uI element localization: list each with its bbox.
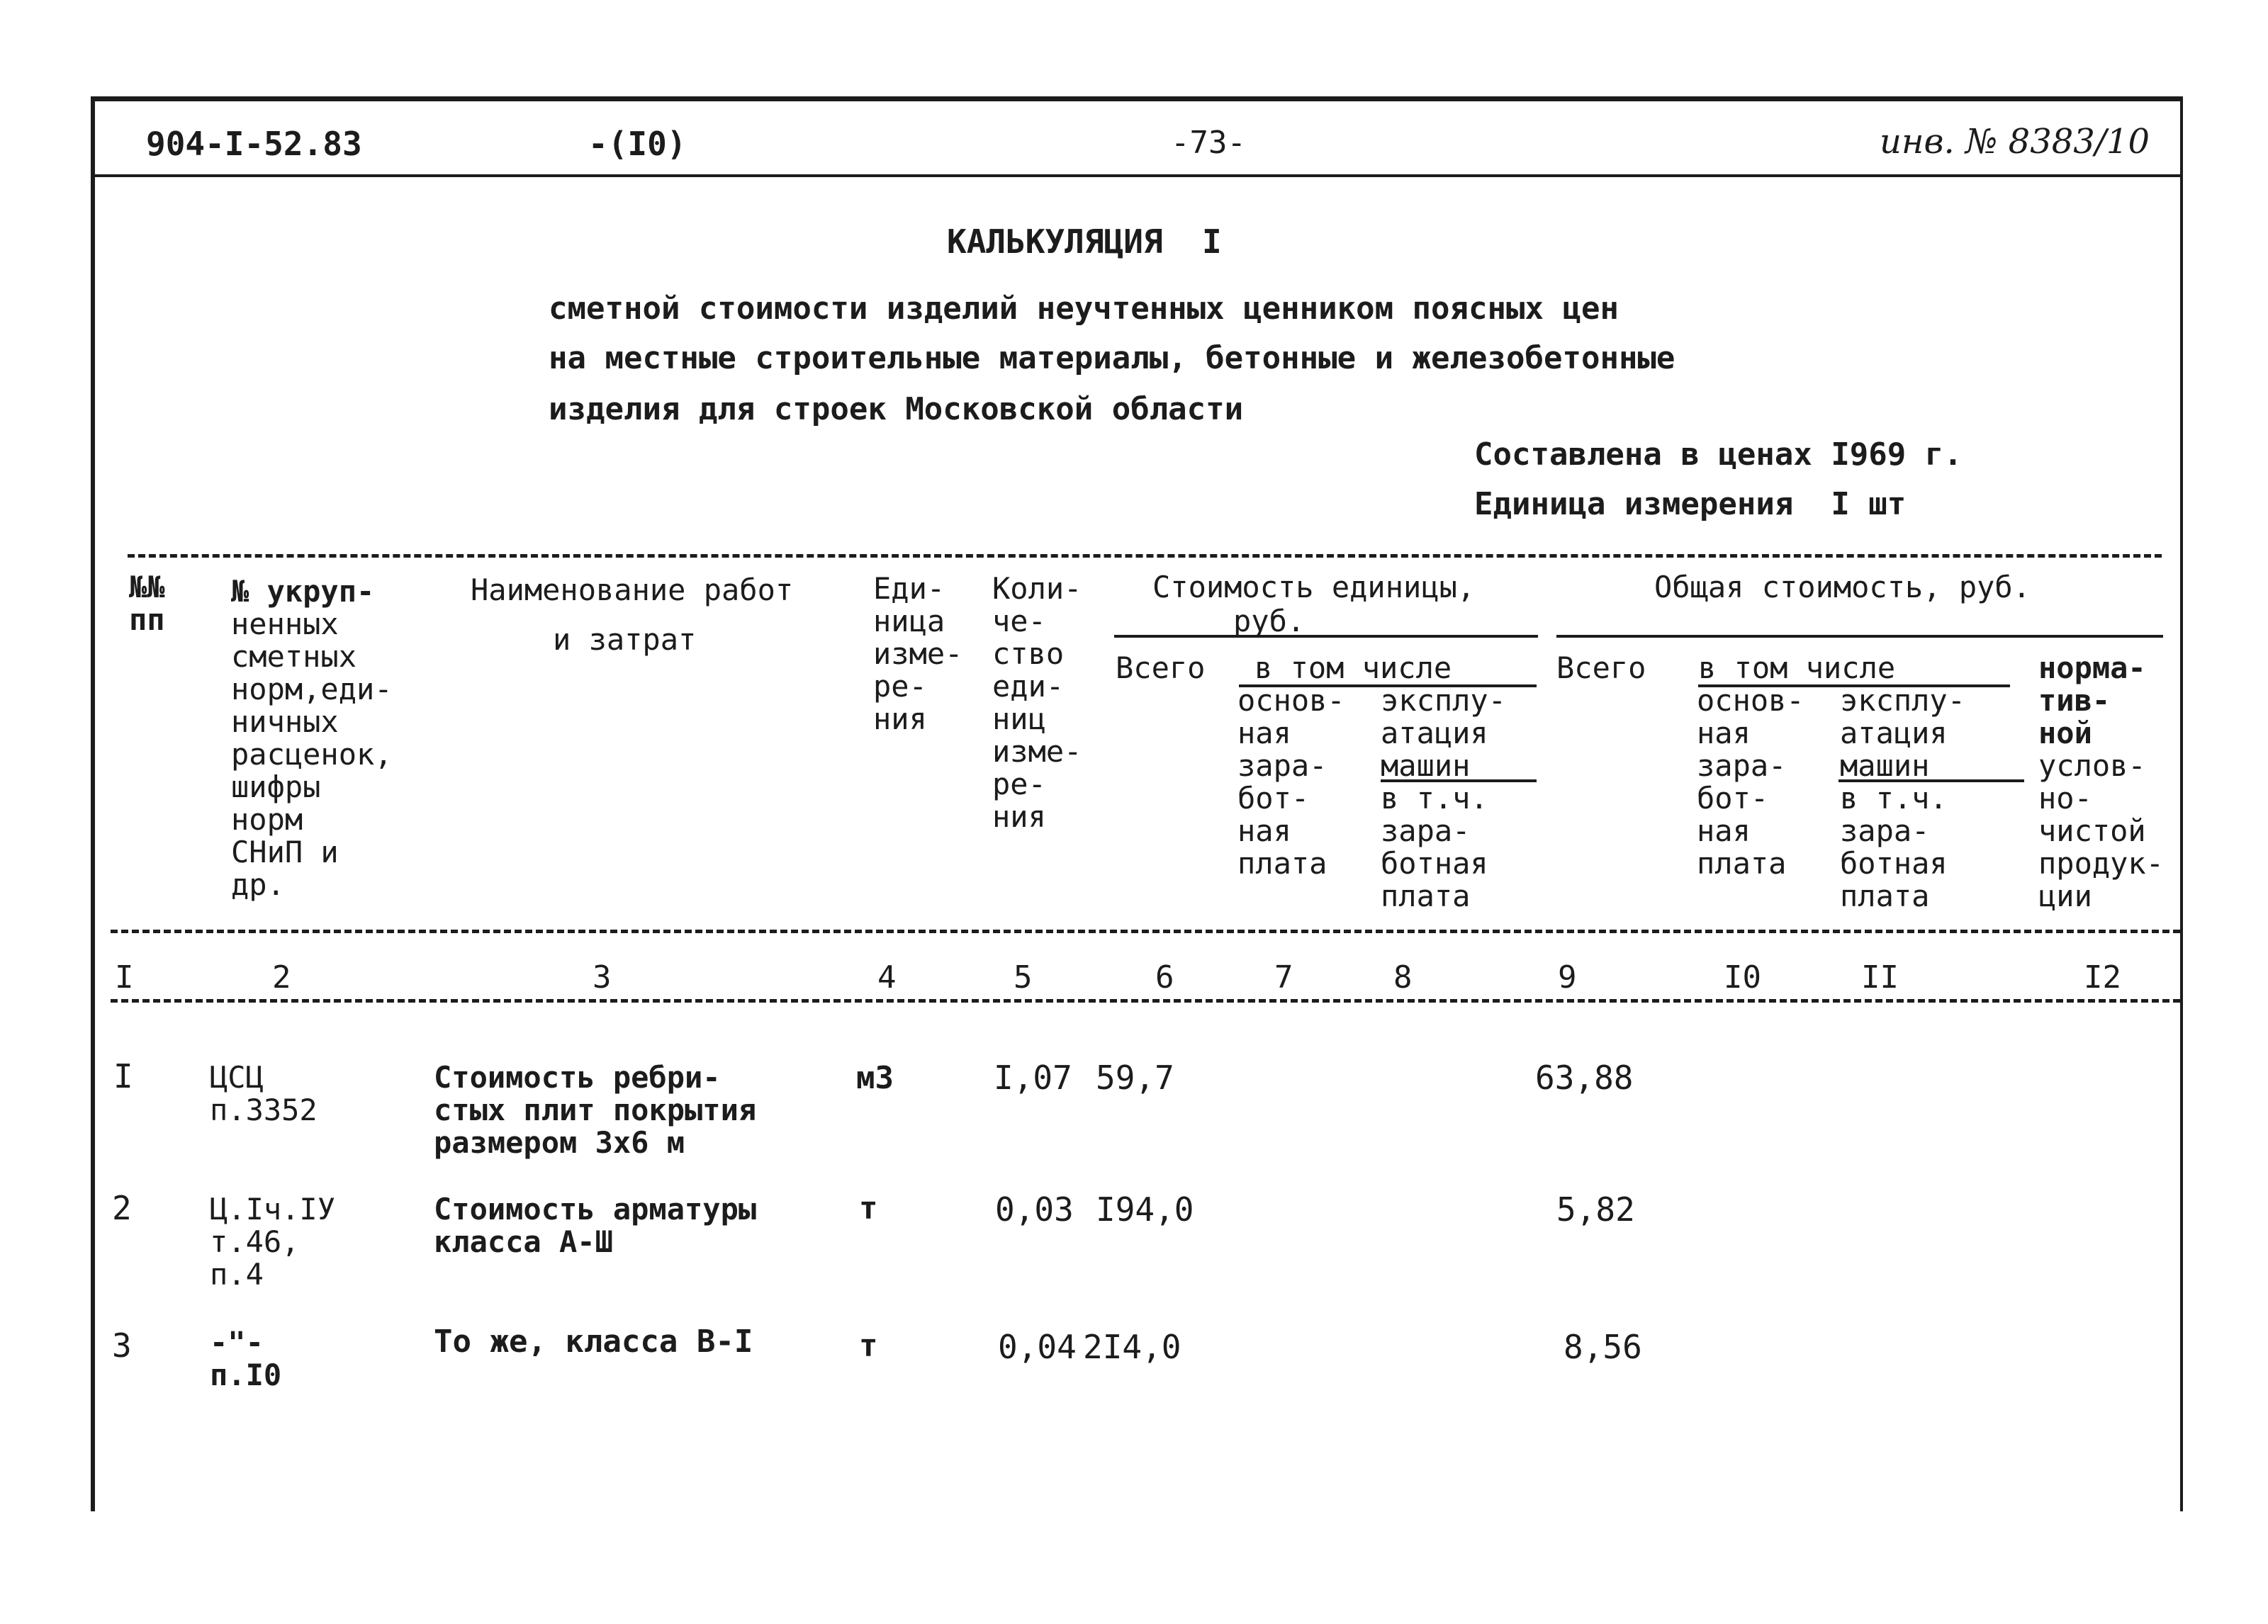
col-header-qty: Коли- че- ство еди- ниц изме- ре- ния: [992, 571, 1082, 834]
header-bottom-rule: [111, 930, 2180, 933]
row-total: 5,82: [1556, 1190, 1635, 1229]
sum-machines-header: эксплу- атация машин: [1840, 683, 1966, 783]
unit-cost-rule: [1114, 635, 1538, 638]
total-cost-header: Общая стоимость, руб.: [1654, 570, 2031, 604]
col-number: 4: [877, 959, 897, 996]
doc-code: 904-I-52.83: [146, 125, 362, 163]
calc-title: КАЛЬКУЛЯЦИЯ I: [947, 222, 1222, 261]
page-number: -73-: [1171, 125, 1246, 161]
row-number: I: [113, 1057, 133, 1095]
row-quantity: I,07: [994, 1059, 1072, 1097]
price-basis: Составлена в ценах I969 г.: [1474, 436, 1963, 473]
sum-machine-wage-header: в т.ч. зара- ботная плата: [1840, 781, 1948, 913]
sum-incl-header: в том числе: [1698, 650, 1896, 685]
col-numbers-rule: [111, 999, 2180, 1003]
unit-cost-header-2: руб.: [1233, 604, 1306, 638]
title-line-1: сметной стоимости изделий неучтенных ценником поясных цен: [549, 291, 1619, 327]
row-name: Стоимость арматуры класса А-Ш: [434, 1192, 757, 1259]
row-unit: т: [859, 1328, 878, 1364]
unit-machine-wage-header: в т.ч. зара- ботная плата: [1381, 781, 1488, 913]
col-number: II: [1861, 959, 1899, 996]
col-header-net-product: норма- тив- ной услов- но- чистой продук- ции: [2038, 650, 2165, 913]
row-unit: м3: [856, 1060, 894, 1096]
row-code: ЦСЦ п.3352: [210, 1060, 318, 1127]
row-quantity: 0,03: [995, 1190, 1074, 1229]
header-rule: [91, 174, 2180, 177]
col-number: I2: [2084, 959, 2121, 996]
row-number: 3: [112, 1326, 132, 1365]
col-header-name-2: и затрат: [553, 622, 697, 657]
unit-machines-header: эксплу- атация машин: [1381, 683, 1507, 783]
title-line-2: на местные строительные материалы, бетонные и железобетонные: [549, 340, 1675, 376]
total-cost-rule: [1556, 635, 2163, 638]
col-number: 6: [1155, 959, 1174, 996]
col-number: 8: [1393, 959, 1413, 996]
unit-of-measure: Единица измерения I шт: [1474, 486, 1907, 522]
title-line-3: изделия для строек Московской области: [549, 391, 1244, 427]
row-total: 63,88: [1535, 1059, 1634, 1097]
row-quantity: 0,04: [998, 1328, 1077, 1366]
col-number: I0: [1724, 959, 1761, 996]
col-header-number: №№ пп: [129, 570, 165, 637]
inventory-number: инв. № 8383/10: [1880, 122, 2150, 162]
row-code: Ц.Iч.IУ т.46, п.4: [210, 1192, 336, 1292]
row-code: -"- п.I0: [210, 1325, 282, 1392]
sum-total-header: Всего: [1556, 650, 1646, 685]
col-number: 7: [1274, 959, 1293, 996]
col-header-unit: Еди- ница изме- ре- ния: [873, 571, 963, 736]
row-unit: т: [859, 1190, 878, 1227]
row-name: То же, класса В-I: [434, 1324, 753, 1360]
col-header-name-1: Наименование работ: [471, 573, 794, 607]
col-number: 3: [593, 959, 612, 996]
col-header-code: № укруп- ненных сметных норм,еди- ничных расценок, шифры норм СНиП и др.: [231, 574, 393, 902]
table-top-rule: [128, 554, 2162, 558]
row-unit-price: I94,0: [1096, 1190, 1194, 1229]
row-name: Стоимость ребри- стых плит покрытия размером 3х6 м: [434, 1060, 757, 1160]
row-total: 8,56: [1564, 1328, 1642, 1366]
unit-cost-header-1: Стоимость единицы,: [1152, 570, 1476, 604]
unit-total-header: Всего: [1116, 650, 1206, 685]
col-number: 9: [1558, 959, 1577, 996]
col-number: 2: [272, 959, 291, 996]
col-number: I: [115, 959, 134, 996]
row-unit-price: 59,7: [1096, 1059, 1174, 1097]
sum-base-wage-header: основ- ная зара- бот- ная плата: [1697, 683, 1804, 881]
unit-base-wage-header: основ- ная зара- бот- ная плата: [1237, 683, 1345, 881]
unit-incl-header: в том числе: [1254, 650, 1452, 685]
doc-part: -(I0): [588, 125, 687, 163]
row-number: 2: [112, 1189, 132, 1227]
row-unit-price: 2I4,0: [1083, 1328, 1181, 1366]
col-number: 5: [1014, 959, 1033, 996]
